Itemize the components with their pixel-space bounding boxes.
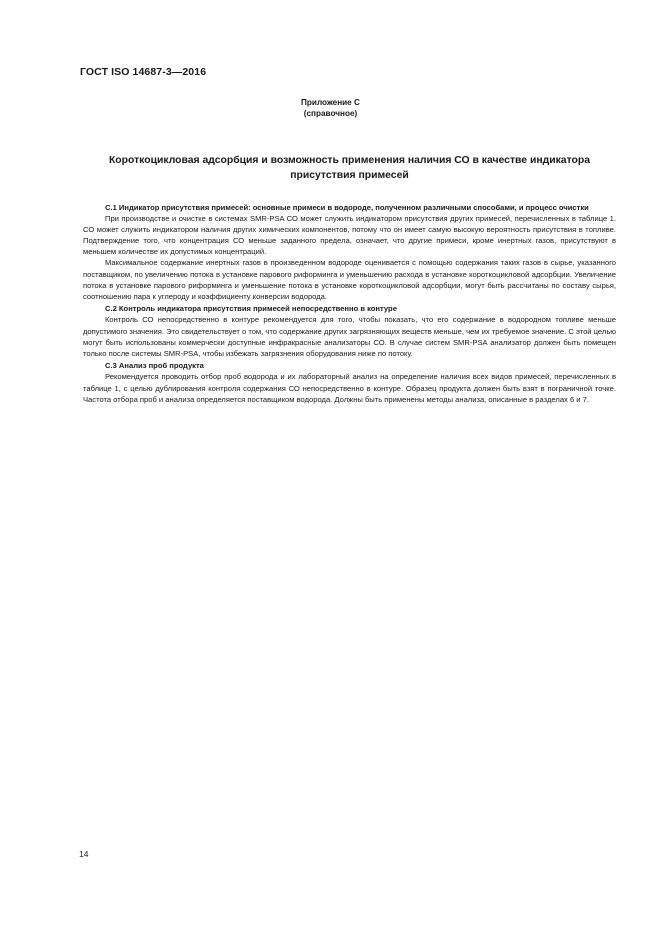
document-body [83,202,616,405]
annex-title: Приложение С [301,98,360,107]
paragraph: При производстве и очистке в системах SMR-PSA СО может служить индикатором присутствия других примесей, перечисленных в таблице 1. СО может служить индикатором наличия других химических компонентов, потому что он имеет самую высокую вероятность присутствия в топливе. Подтверждение того, что концентрация СО меньше заданного предела, означает, что другие примеси, кроме инертных газов, присутствуют в меньшем количестве их допустимых концентраций. [83,214,616,257]
paragraph: Максимальное содержание инертных газов в произведенном водороде оценивается с помощью содержания таких газов в сырье, указанного поставщиком, по увеличению потока в установке парового риформинга и уменьшению расхода в установке короткоцикловой адсорбции. Увеличение потока в установке парового риформинга и уменьшение потока в установке короткоцикловой адсорбции, могут быть рассчитаны по составу сырья, соотношению пара к углероду и коэффициенту конверсии водорода. [83,258,616,301]
section-heading-c2: С.2 Контроль индикатора присутствия примесей непосредственно в контуре [105,304,397,314]
standard-header: ГОСТ ISO 14687-3—2016 [80,66,207,78]
section-heading-c3: С.3 Анализ проб продукта [105,361,204,371]
paragraph: Рекомендуется проводить отбор проб водорода и их лабораторный анализ на определение наличия всех видов примесей, перечисленных в таблице 1, с целью дублирования контроля содержания СО непосредственно в контуре. Образец продукта должен быть взят в пограничной точке. Частота отбора проб и анализа определяется поставщиком водорода. Должны быть применены методы анализа, описанные в разделах 6 и 7. [83,372,616,404]
annex-kind: (справочное) [303,109,358,118]
document-title: Короткоцикловая адсорбция и возможность применения наличия СО в качестве индикатора присутствия примесей [108,155,591,181]
section-heading-c1: С.1 Индикатор присутствия примесей: основные примеси в водороде, полученном различными способами, и процесс очистки [105,203,589,212]
paragraph: Контроль СО непосредственно в контуре рекомендуется для того, чтобы показать, что его содержание в водородном топливе меньше допустимого значения. Это свидетельствует о том, что содержание других загрязняющих веществ меньше, чем их требуемое значение. С этой целью могут быть использованы коммерчески доступные инфракрасные анализаторы СО. В случае систем SMR-PSA анализатор должен быть помещен только после системы SMR-PSA, чтобы избежать загрязнения оборудования ниже по потоку. [83,315,616,358]
page-number: 14 [79,849,89,859]
